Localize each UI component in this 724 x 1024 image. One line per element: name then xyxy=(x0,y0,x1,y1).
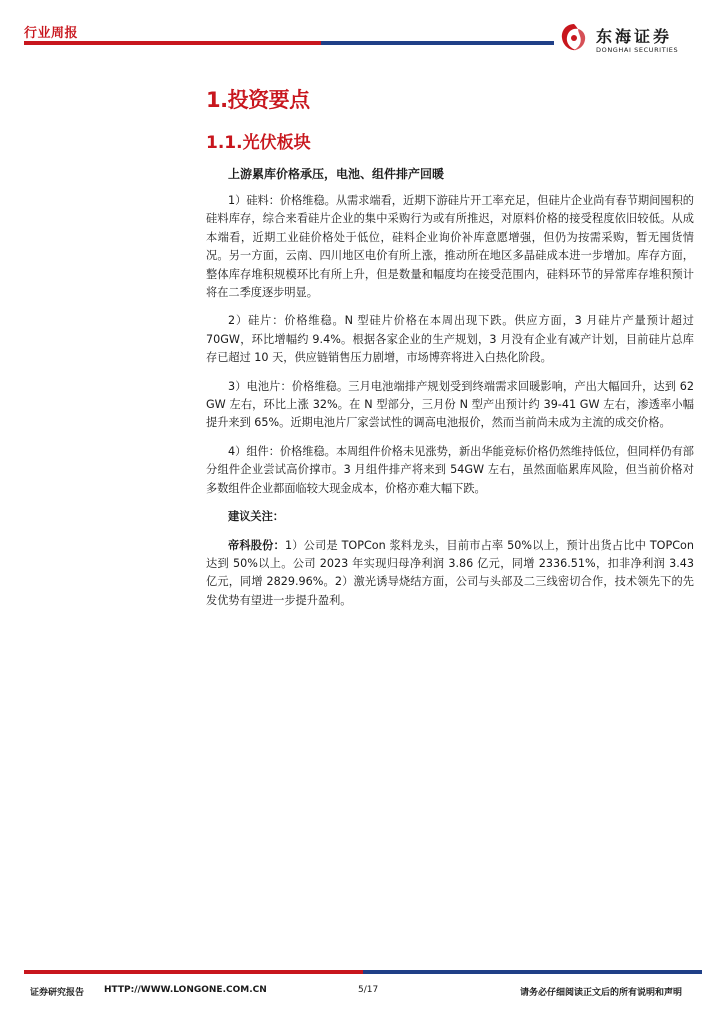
footer-divider xyxy=(24,970,702,974)
footer-page-number: 5/17 xyxy=(358,985,379,995)
subsection-heading: 1.1.光伏板块 xyxy=(206,133,311,153)
main-content xyxy=(206,84,694,620)
logo-english-text: DONGHAI SECURITIES xyxy=(596,46,679,54)
lead-heading: 上游累库价格承压，电池、组件排产回暖 xyxy=(228,167,445,181)
footer-report-type: 证券研究报告 xyxy=(30,988,85,998)
suggest-label: 建议关注： xyxy=(228,510,284,524)
paragraph-cell: 3）电池片：价格维稳。三月电池端排产规划受到终端需求回暖影响，产出大幅回升，达到 62 GW 左右，环比上涨 32%。在 N 型部分，三月份 N 型产出预计约 39-41 GW 左右，渗透率小幅提升来到 65%。近期电池片厂家尝试性的调高电池报价，然而当前尚未成为主流的成交价格。 xyxy=(206,379,694,430)
footer-url-link[interactable]: HTTP://WWW.LONGONE.COM.CN xyxy=(104,985,267,995)
section-label: 行业周报 xyxy=(24,26,79,41)
paragraph-module: 4）组件：价格维稳。本周组件价格未见涨势，新出华能竞标价格仍然维持低位，但同样仍有部分组件企业尝试高价撑市。3 月组件排产将来到 54GW 左右，虽然面临累库风险，但当前价格对多数组件企业都面临较大现金成本，价格亦难大幅下跌。 xyxy=(206,444,694,495)
footer-disclaimer: 请务必仔细阅读正文后的所有说明和声明 xyxy=(520,988,683,998)
logo-chinese-text: 东海证券 xyxy=(596,27,673,46)
company-logo xyxy=(556,20,706,60)
header-divider xyxy=(24,41,554,45)
logo-mark-icon xyxy=(556,20,592,56)
paragraph-wafer: 2）硅片：价格维稳。N 型硅片价格在本周出现下跌。供应方面，3 月硅片产量预计超过 70GW，环比增幅约 9.4%。根据各家企业的生产规划，3 月没有企业有减产计划，目前硅片总库存已超过 10 天，供应链销售压力剧增，市场博弈将进入白热化阶段。 xyxy=(206,314,694,365)
company-text: 1）公司是 TOPCon 浆料龙头，目前市占率 50%以上，预计出货占比中 TOPCon 达到 50%以上。公司 2023 年实现归母净利润 3.86 亿元，同增 2336.51%，扣非净利润 3.43 亿元，同增 2829.96%。2）激光诱导烧结方面，公司与头部及二三线密切合作，技术领先下的先发优势有望进一步提升盈利。 xyxy=(206,538,694,607)
paragraph-company xyxy=(206,537,694,611)
company-name: 帝科股份： xyxy=(228,538,285,552)
section-heading: 1.投资要点 xyxy=(206,88,310,112)
paragraph-polysilicon: 1）硅料：价格维稳。从需求端看，近期下游硅片开工率充足，但硅片企业尚有春节期间囤积的硅料库存，综合来看硅片企业的集中采购行为或有所推迟，对原料价格的接受程度依旧较低。从成本端看，近期工业硅价格处于低位，硅料企业询价补库意愿增强，但仍为按需采购，暂无囤货情况。另一方面，云南、四川地区电价有所上涨，推动所在地区多晶硅成本进一步增加。库存方面，整体库存堆积规模环比有所上升，但是数量和幅度均在接受范围内，硅料环节的异常库存堆积预计将在二季度逐步明显。 xyxy=(206,194,694,300)
